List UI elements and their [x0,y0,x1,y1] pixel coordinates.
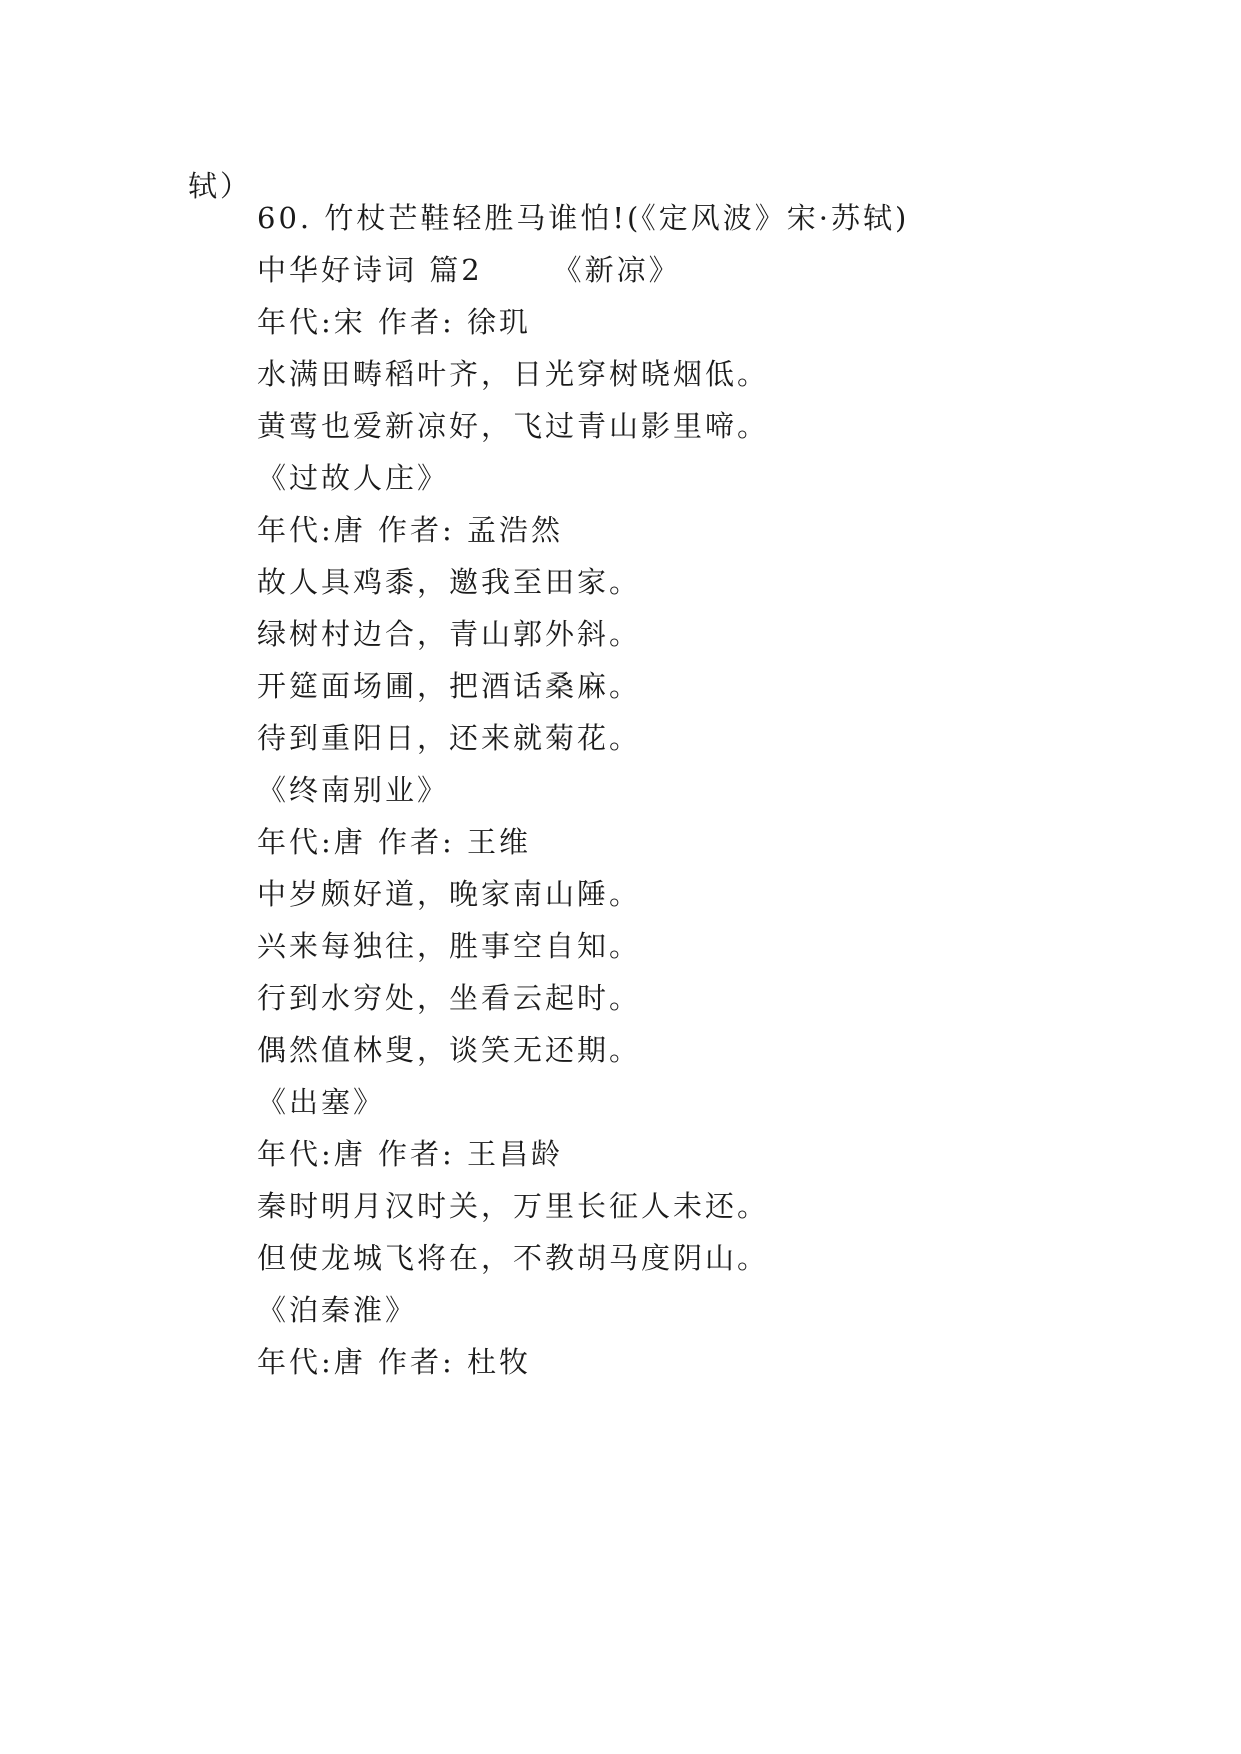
poem-line: 中岁颇好道，晚家南山陲。 [257,877,642,911]
poem-line: 水满田畴稻叶齐，日光穿树晓烟低。 [257,357,770,391]
poem-line: 行到水穷处，坐看云起时。 [257,981,642,1015]
poem-title: 《泊秦淮》 [257,1293,418,1327]
text-line-quote-60: 60. 竹杖芒鞋轻胜马谁怕!(《定风波》宋·苏轼) [257,201,910,235]
section-heading-row [257,250,681,290]
poem-title: 《终南别业》 [257,773,450,807]
poem-line: 兴来每独往，胜事空自知。 [257,929,642,963]
poem-line: 绿树村边合，青山郭外斜。 [257,617,642,651]
poem-line: 黄莺也爱新凉好，飞过青山影里啼。 [257,409,770,443]
poem-meta: 年代:唐 作者: 王维 [257,825,531,859]
poem-meta: 年代:唐 作者: 孟浩然 [257,513,563,547]
poem-title: 《过故人庄》 [257,461,450,495]
poem-title: 《新凉》 [552,253,681,287]
poem-meta: 年代:唐 作者: 杜牧 [257,1345,531,1379]
poem-line: 待到重阳日，还来就菊花。 [257,721,642,755]
section-heading: 中华好诗词 篇2 [257,253,483,287]
poem-line: 但使龙城飞将在，不教胡马度阴山。 [257,1241,770,1275]
poem-line: 秦时明月汉时关，万里长征人未还。 [257,1189,770,1223]
poem-meta: 年代:宋 作者: 徐玑 [257,305,531,339]
poem-line: 故人具鸡黍，邀我至田家。 [257,565,642,599]
text-line-continuation: 轼） [188,169,253,203]
poem-meta: 年代:唐 作者: 王昌龄 [257,1137,563,1171]
poem-line: 开筵面场圃，把酒话桑麻。 [257,669,642,703]
poem-title: 《出塞》 [257,1085,386,1119]
poem-line: 偶然值林叟，谈笑无还期。 [257,1033,642,1067]
